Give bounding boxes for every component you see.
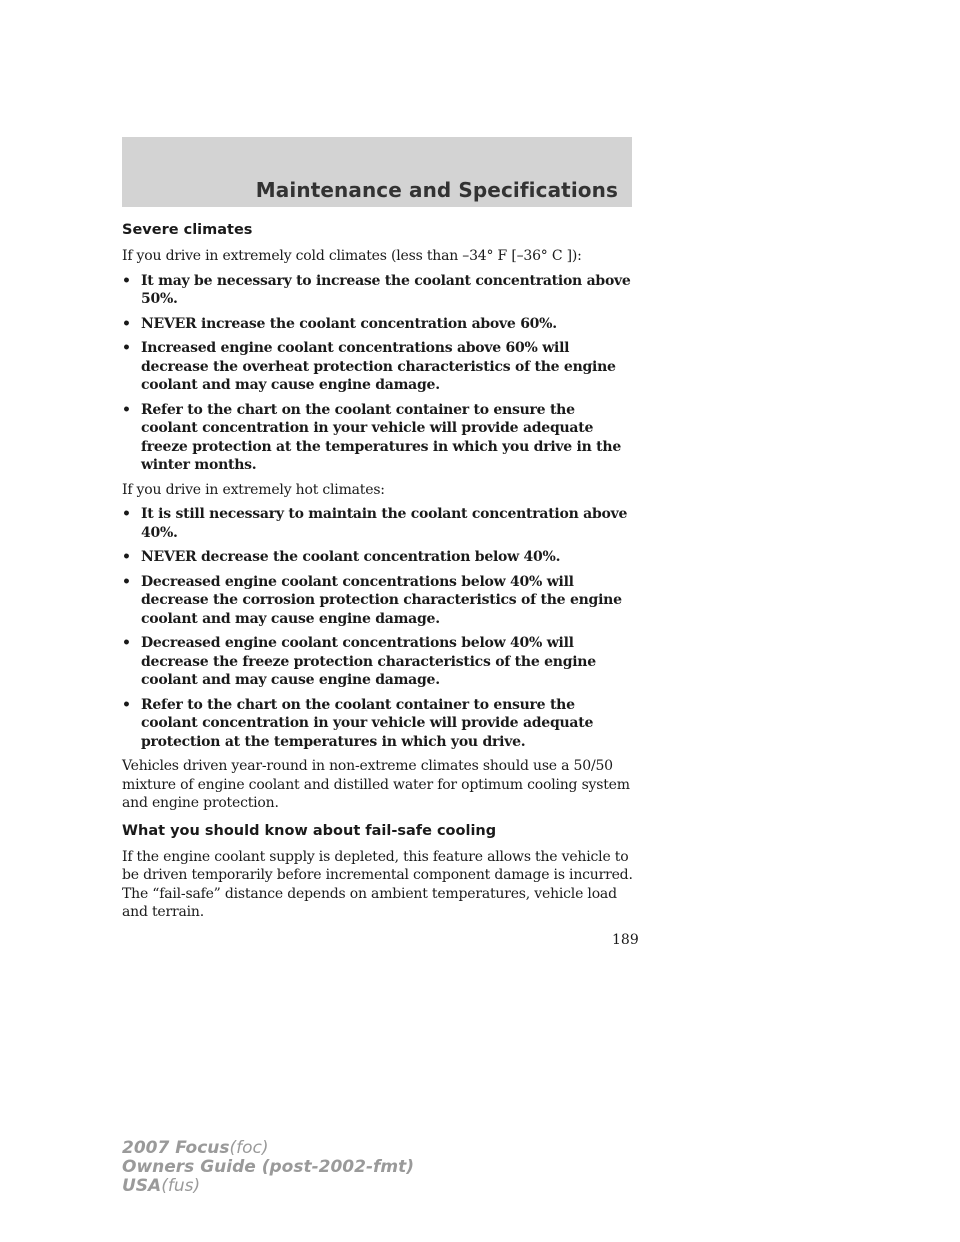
cold-climate-intro: If you drive in extremely cold climates (less than –34° F [–36° C ]):	[122, 248, 582, 264]
hot-climate-bullet-list	[122, 505, 634, 751]
bullet-text: Increased engine coolant concentrations above 60% will decrease the overheat protection characteristics of the engine coolant and may cause engine damage.	[141, 340, 616, 393]
bullet-dot: •	[122, 635, 131, 651]
footer-market-name: USA	[122, 1176, 162, 1196]
document-footer	[122, 1139, 414, 1196]
bullet-text: Refer to the chart on the coolant container to ensure the coolant concentration in your vehicle will provide adequate protection at the temperatures in which you drive.	[141, 696, 594, 750]
bullet-dot: •	[122, 315, 131, 332]
bullet-text: Decreased engine coolant concentrations below 40% will decrease the freeze protection characteristics of the engine coolant and may cause engine damage.	[141, 635, 596, 688]
bullet-dot: •	[122, 272, 131, 289]
bullet-item	[122, 634, 634, 690]
bullet-text: Decreased engine coolant concentrations below 40% will decrease the corrosion protection characteristics of the engine coolant and may cause engine damage.	[141, 573, 622, 627]
bullet-item	[122, 505, 634, 542]
bullet-item	[122, 315, 634, 334]
footer-market-code: (fus)	[161, 1176, 201, 1196]
fail-safe-cooling-paragraph: If the engine coolant supply is depleted, this feature allows the vehicle to be driven temporarily before incremental component damage is incurred. The “fail-safe” distance depends on ambient temperatures, vehicle load and terrain.	[122, 848, 633, 920]
footer-model-code: (foc)	[229, 1138, 269, 1158]
bullet-dot: •	[122, 506, 131, 522]
page-content	[122, 220, 634, 928]
bullet-text: It is still necessary to maintain the coolant concentration above 40%.	[141, 506, 628, 541]
bullet-dot: •	[122, 696, 131, 713]
bullet-item	[122, 696, 634, 752]
cold-climate-bullet-list	[122, 272, 634, 475]
bullet-item	[122, 339, 634, 395]
section-heading-severe-climates: Severe climates	[122, 222, 253, 238]
bullet-dot: •	[122, 573, 131, 590]
section-heading-fail-safe-cooling: What you should know about fail-safe cooling	[122, 822, 497, 839]
bullet-item	[122, 548, 634, 567]
page-number: 189	[612, 932, 639, 948]
bullet-item	[122, 573, 634, 629]
bullet-item	[122, 272, 634, 309]
bullet-text: Refer to the chart on the coolant container to ensure the coolant concentration in your vehicle will provide adequate freeze protection at the temperatures in which you drive in the winter months.	[141, 401, 621, 473]
non-extreme-climate-paragraph: Vehicles driven year-round in non-extreme climates should use a 50/50 mixture of engine coolant and distilled water for optimum cooling system and engine protection.	[122, 758, 630, 811]
bullet-dot: •	[122, 401, 131, 418]
chapter-header-band	[122, 137, 632, 207]
chapter-title: Maintenance and Specifications	[255, 178, 618, 202]
footer-guide-name: Owners Guide (post-2002-fmt)	[122, 1157, 415, 1177]
bullet-text: NEVER increase the coolant concentration above 60%.	[141, 315, 557, 332]
hot-climate-intro: If you drive in extremely hot climates:	[122, 481, 385, 498]
footer-line-market	[122, 1177, 414, 1196]
bullet-dot: •	[122, 340, 131, 356]
bullet-text: NEVER decrease the coolant concentration below 40%.	[141, 549, 561, 565]
bullet-dot: •	[122, 549, 131, 565]
footer-model-name: 2007 Focus	[122, 1138, 230, 1158]
footer-line-model	[122, 1139, 414, 1158]
bullet-item	[122, 401, 634, 475]
bullet-text: It may be necessary to increase the coolant concentration above 50%.	[141, 272, 631, 307]
